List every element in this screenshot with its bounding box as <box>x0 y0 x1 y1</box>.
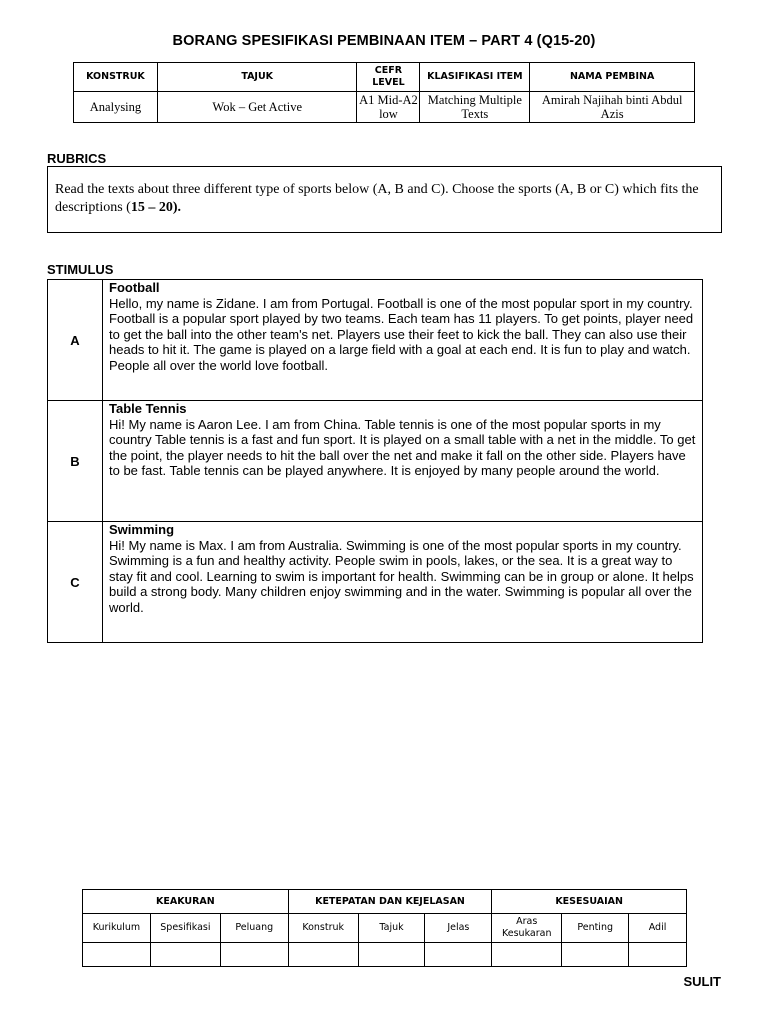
value-cefr-level: A1 Mid-A2 low <box>357 92 420 123</box>
sport-text: Hi! My name is Max. I am from Australia. Swimming is one of the most popular sports in my country. Swimming is a fun and healthy activity. People swim in pools, lakes, or the sea. It is a great way to stay fit and cool. Learning to swim is important for health. Swimming can be in group or alone. It helps build a strong body. Many children enjoy swimming and in the water. Swimming is popular all over the world. <box>109 537 694 615</box>
header-konstruk: KONSTRUK <box>74 63 158 92</box>
criterion-peluang: Peluang <box>220 914 288 943</box>
rubric-box <box>47 166 722 233</box>
criterion-spesifikasi: Spesifikasi <box>150 914 220 943</box>
classification-footer: SULIT <box>683 974 721 989</box>
score-cell[interactable] <box>358 943 425 967</box>
criterion-kurikulum: Kurikulum <box>83 914 151 943</box>
score-cell[interactable] <box>288 943 358 967</box>
stimulus-text-cell <box>103 522 703 643</box>
page-title: BORANG SPESIFIKASI PEMBINAAN ITEM – PART 4 (Q15-20) <box>172 33 596 49</box>
stimulus-row <box>48 522 703 643</box>
stimulus-table <box>47 279 703 643</box>
score-cell[interactable] <box>629 943 687 967</box>
stimulus-letter: C <box>48 522 103 643</box>
header-nama-pembina: NAMA PEMBINA <box>530 63 695 92</box>
sport-text: Hello, my name is Zidane. I am from Portugal. Football is one of the most popular sport in my country. Football is a popular sport played by two teams. Each team has 11 players. To get points, player need to get the ball into the other team's net. Players use their feet to kick the ball. They can also use their heads to hit it. The game is played on a large field with a goal at each end. It is fun to play and watch. People all over the world love football. <box>109 295 694 373</box>
sport-title: Football <box>109 280 160 295</box>
evaluation-table <box>82 889 687 967</box>
value-nama-pembina: Amirah Najihah binti Abdul Azis <box>530 92 695 123</box>
header-klasifikasi-item: KLASIFIKASI ITEM <box>420 63 530 92</box>
stimulus-text-cell <box>103 280 703 401</box>
stimulus-row <box>48 401 703 522</box>
score-cell[interactable] <box>150 943 220 967</box>
group-ketepatan-dan-kejelasan: KETEPATAN DAN KEJELASAN <box>288 890 492 914</box>
stimulus-letter: A <box>48 280 103 401</box>
criterion-tajuk: Tajuk <box>358 914 425 943</box>
sport-text: Hi! My name is Aaron Lee. I am from China. Table tennis is one of the most popular sports in my country Table tennis is a fast and fun sport. It is played on a small table with a net in the middle. To get the point, the player needs to hit the ball over the net and make it fall on the other side. Players have to be fast. Table tennis can be played anywhere. It is enjoyed by many people around the world. <box>109 416 696 478</box>
header-tajuk: TAJUK <box>157 63 357 92</box>
value-konstruk: Analysing <box>74 92 158 123</box>
criterion-adil: Adil <box>629 914 687 943</box>
score-cell[interactable] <box>492 943 562 967</box>
value-tajuk: Wok – Get Active <box>157 92 357 123</box>
stimulus-row <box>48 280 703 401</box>
sport-title: Swimming <box>109 522 175 537</box>
score-cell[interactable] <box>562 943 629 967</box>
rubric-text: Read the texts about three different type of sports below (A, B and C). Choose the sports (A, B or C) which fits the descriptions ( <box>55 182 699 215</box>
rubric-text-end: ). <box>172 200 181 215</box>
score-cell[interactable] <box>425 943 492 967</box>
criterion-penting: Penting <box>562 914 629 943</box>
score-cell[interactable] <box>83 943 151 967</box>
score-cell[interactable] <box>220 943 288 967</box>
sport-title: Table Tennis <box>109 401 187 416</box>
rubrics-label: RUBRICS <box>47 151 107 166</box>
criterion-konstruk: Konstruk <box>288 914 358 943</box>
criterion-aras-kesukaran: Aras Kesukaran <box>492 914 562 943</box>
group-keakuran: KEAKURAN <box>83 890 289 914</box>
item-info-table <box>73 62 695 123</box>
value-klasifikasi-item: Matching Multiple Texts <box>420 92 530 123</box>
group-kesesuaian: KESESUAIAN <box>492 890 687 914</box>
criterion-jelas: Jelas <box>425 914 492 943</box>
header-cefr-level: CEFR LEVEL <box>357 63 420 92</box>
stimulus-text-cell <box>103 401 703 522</box>
stimulus-label: STIMULUS <box>47 262 114 277</box>
stimulus-letter: B <box>48 401 103 522</box>
rubric-question-range: 15 – 20 <box>130 200 173 215</box>
